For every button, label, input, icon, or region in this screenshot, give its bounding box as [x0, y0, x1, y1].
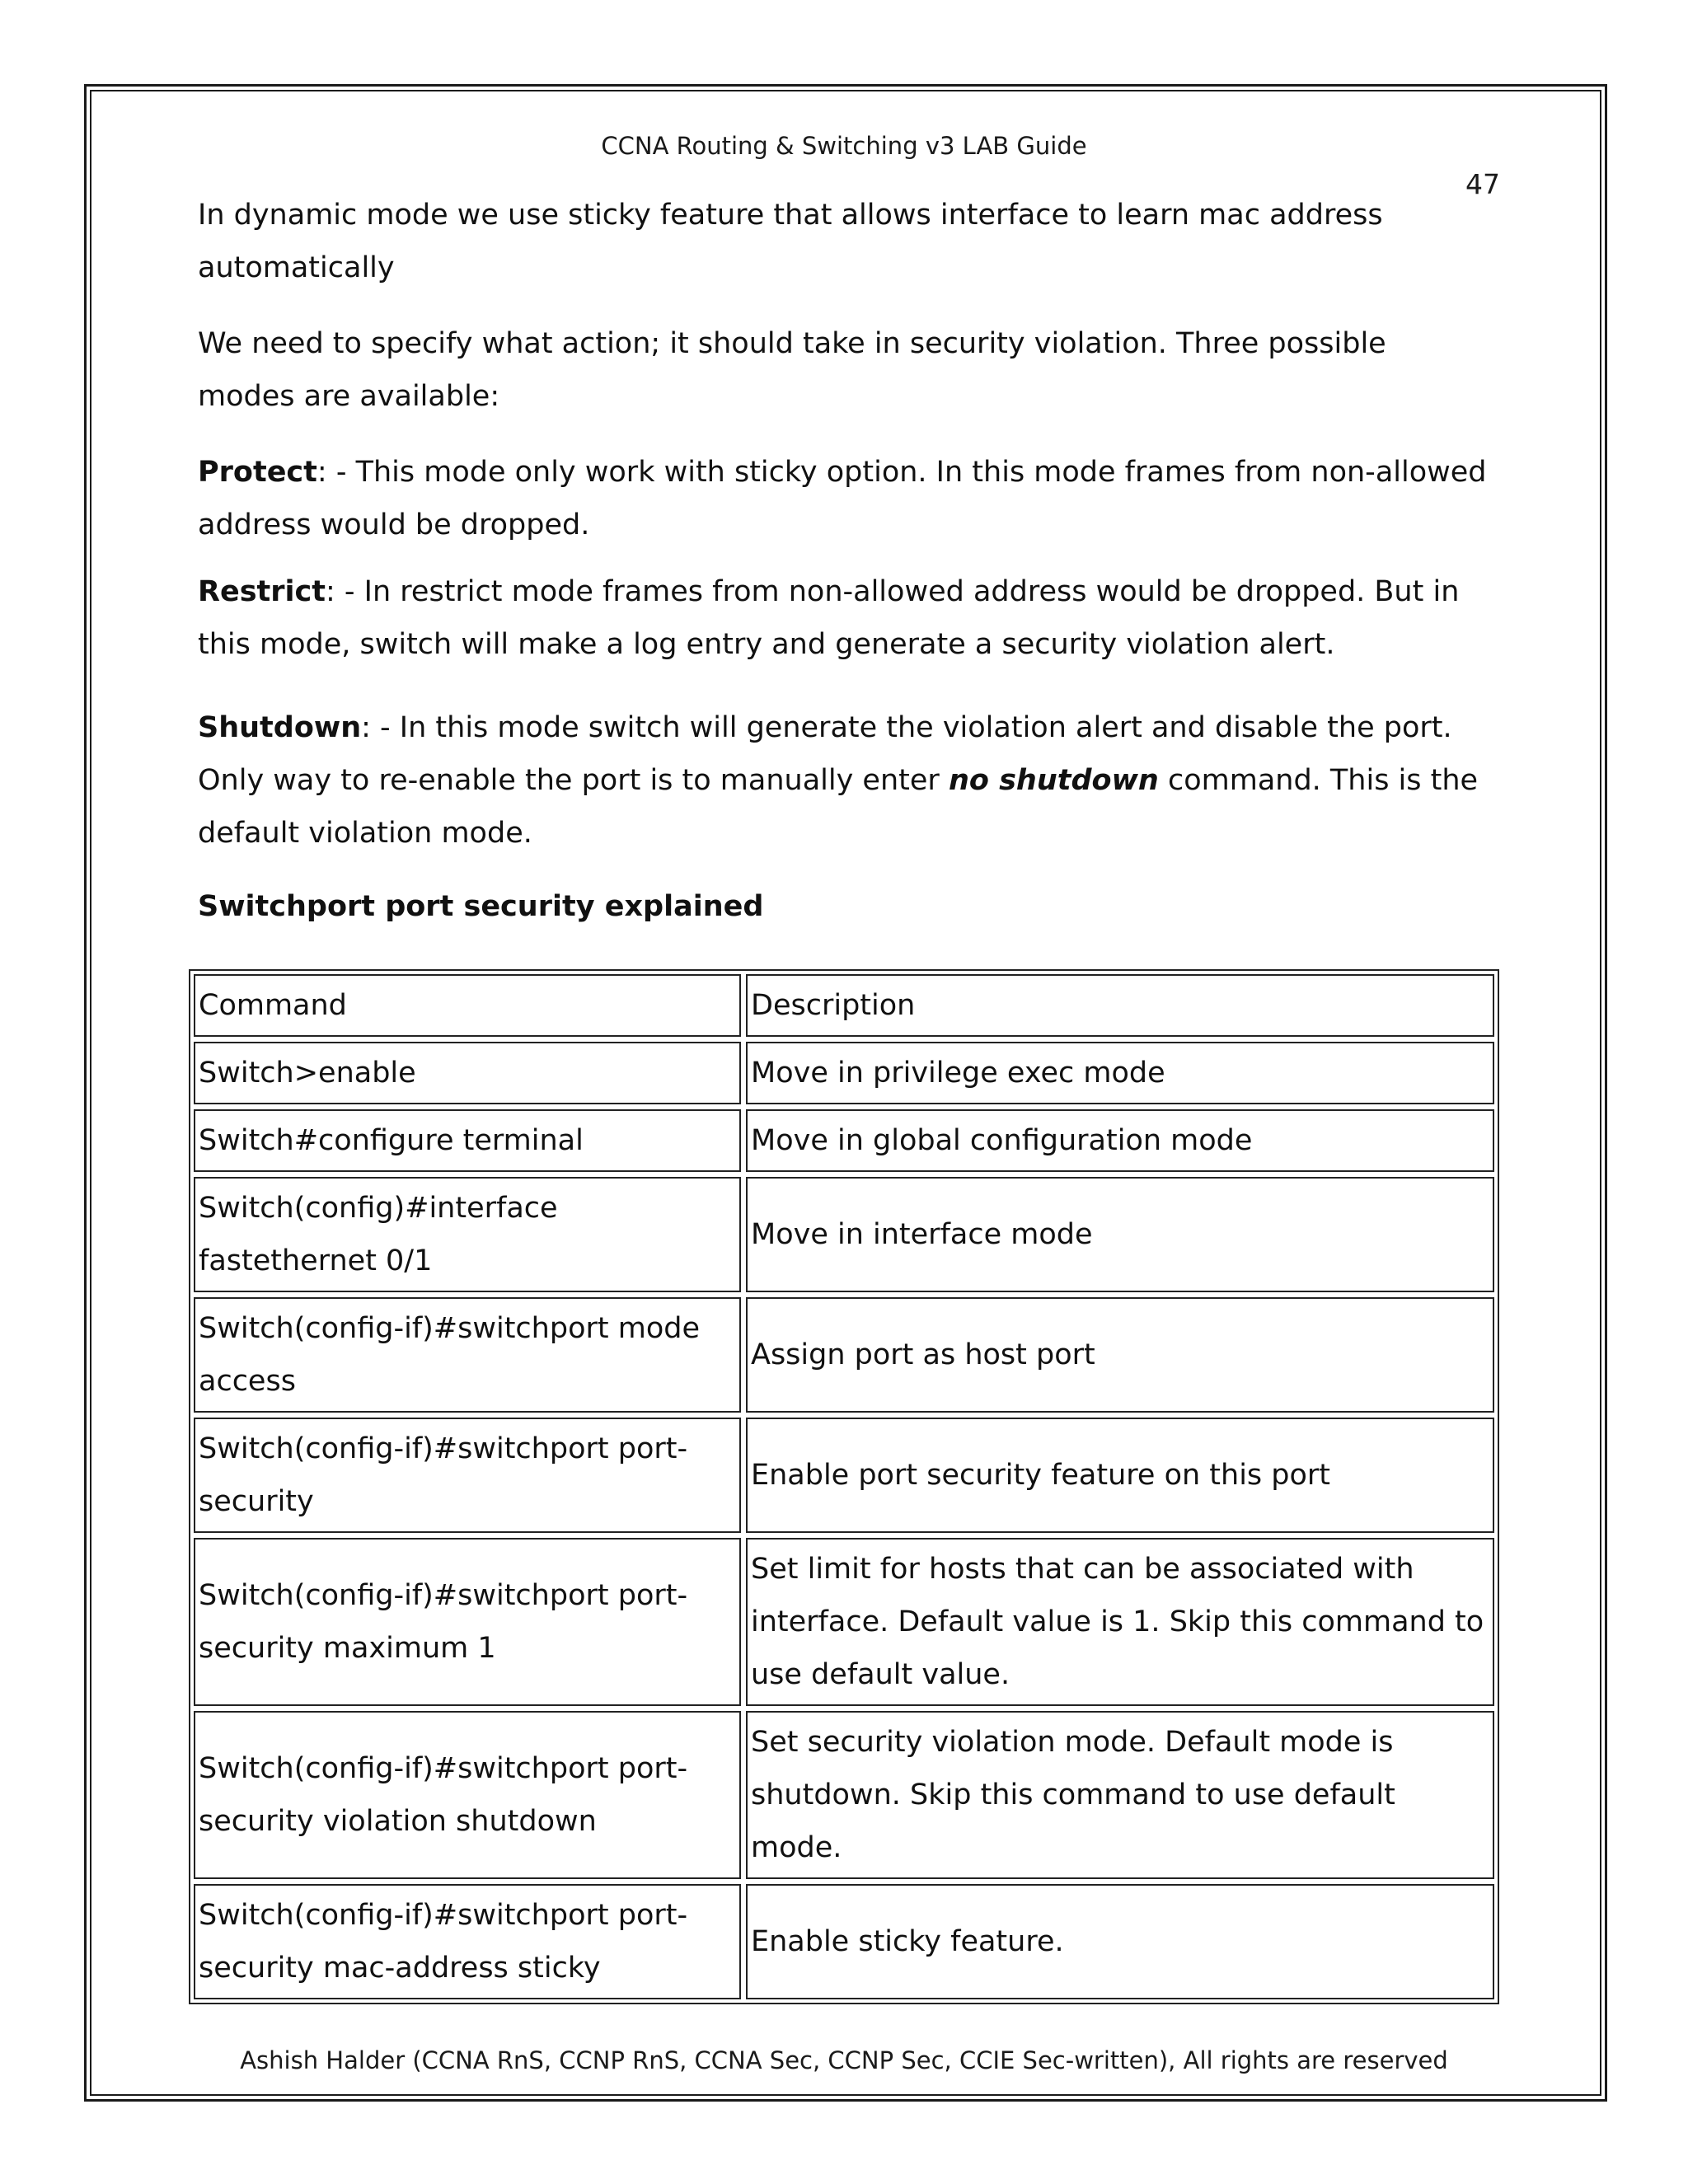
description-cell: Enable port security feature on this port	[746, 1418, 1494, 1533]
running-header: CCNA Routing & Switching v3 LAB Guide	[601, 132, 1087, 160]
shutdown-text-2: command. This is the default violation mode.	[198, 764, 1479, 850]
command-cell: Switch(config-if)#switchport port-security mac-address sticky	[194, 1884, 741, 1999]
description-cell: Move in privilege exec mode	[746, 1042, 1494, 1104]
header-command: Command	[194, 974, 741, 1037]
table-row	[194, 1418, 1494, 1533]
restrict-text: : - In restrict mode frames from non-allowed address would be dropped. But in this mode, switch will make a log entry and generate a security violation alert.	[198, 575, 1460, 661]
command-cell: Switch(config-if)#switchport mode access	[194, 1297, 741, 1413]
paragraph-protect	[198, 446, 1492, 551]
description-cell: Set limit for hosts that can be associated with interface. Default value is 1. Skip this command to use default value.	[746, 1538, 1494, 1706]
restrict-label: Restrict	[198, 575, 326, 608]
section-title: Switchport port security explained	[198, 890, 764, 923]
table-row	[194, 1884, 1494, 1999]
table-row	[194, 1042, 1494, 1104]
paragraph-sticky-intro: In dynamic mode we use sticky feature that allows interface to learn mac address automatically	[198, 199, 1383, 284]
header-description: Description	[746, 974, 1494, 1037]
shutdown-command: no shutdown	[948, 764, 1159, 797]
command-cell: Switch#configure terminal	[194, 1109, 741, 1172]
shutdown-label: Shutdown	[198, 711, 362, 744]
shutdown-text-1: : - In this mode switch will generate the violation alert and disable the port. Only way to re-enable the port is to manually enter	[198, 711, 1452, 797]
table-row	[194, 1538, 1494, 1706]
table-row	[194, 1177, 1494, 1292]
command-cell: Switch>enable	[194, 1042, 741, 1104]
description-cell: Move in interface mode	[746, 1177, 1494, 1292]
command-table	[189, 969, 1499, 2004]
protect-text: : - This mode only work with sticky option. In this mode frames from non-allowed address would be dropped.	[198, 456, 1487, 541]
paragraph-shutdown	[198, 701, 1492, 860]
description-cell: Assign port as host port	[746, 1297, 1494, 1413]
paragraph-violation-intro: We need to specify what action; it should take in security violation. Three possible modes are available:	[198, 327, 1386, 413]
copyright-footer: Ashish Halder (CCNA RnS, CCNP RnS, CCNA Sec, CCNP Sec, CCIE Sec-written), All rights are reserved	[240, 2046, 1448, 2074]
command-cell: Switch(config-if)#switchport port-security maximum 1	[194, 1538, 741, 1706]
paragraph-restrict	[198, 565, 1492, 671]
table-row	[194, 1297, 1494, 1413]
table-row	[194, 1711, 1494, 1879]
description-cell: Move in global configuration mode	[746, 1109, 1494, 1172]
protect-label: Protect	[198, 456, 317, 489]
page-number: 47	[1465, 168, 1500, 200]
table-header-row	[194, 974, 1494, 1037]
command-cell: Switch(config-if)#switchport port-security violation shutdown	[194, 1711, 741, 1879]
command-cell: Switch(config)#interface fastethernet 0/1	[194, 1177, 741, 1292]
command-cell: Switch(config-if)#switchport port-security	[194, 1418, 741, 1533]
description-cell: Enable sticky feature.	[746, 1884, 1494, 1999]
table-row	[194, 1109, 1494, 1172]
description-cell: Set security violation mode. Default mode is shutdown. Skip this command to use default mode.	[746, 1711, 1494, 1879]
